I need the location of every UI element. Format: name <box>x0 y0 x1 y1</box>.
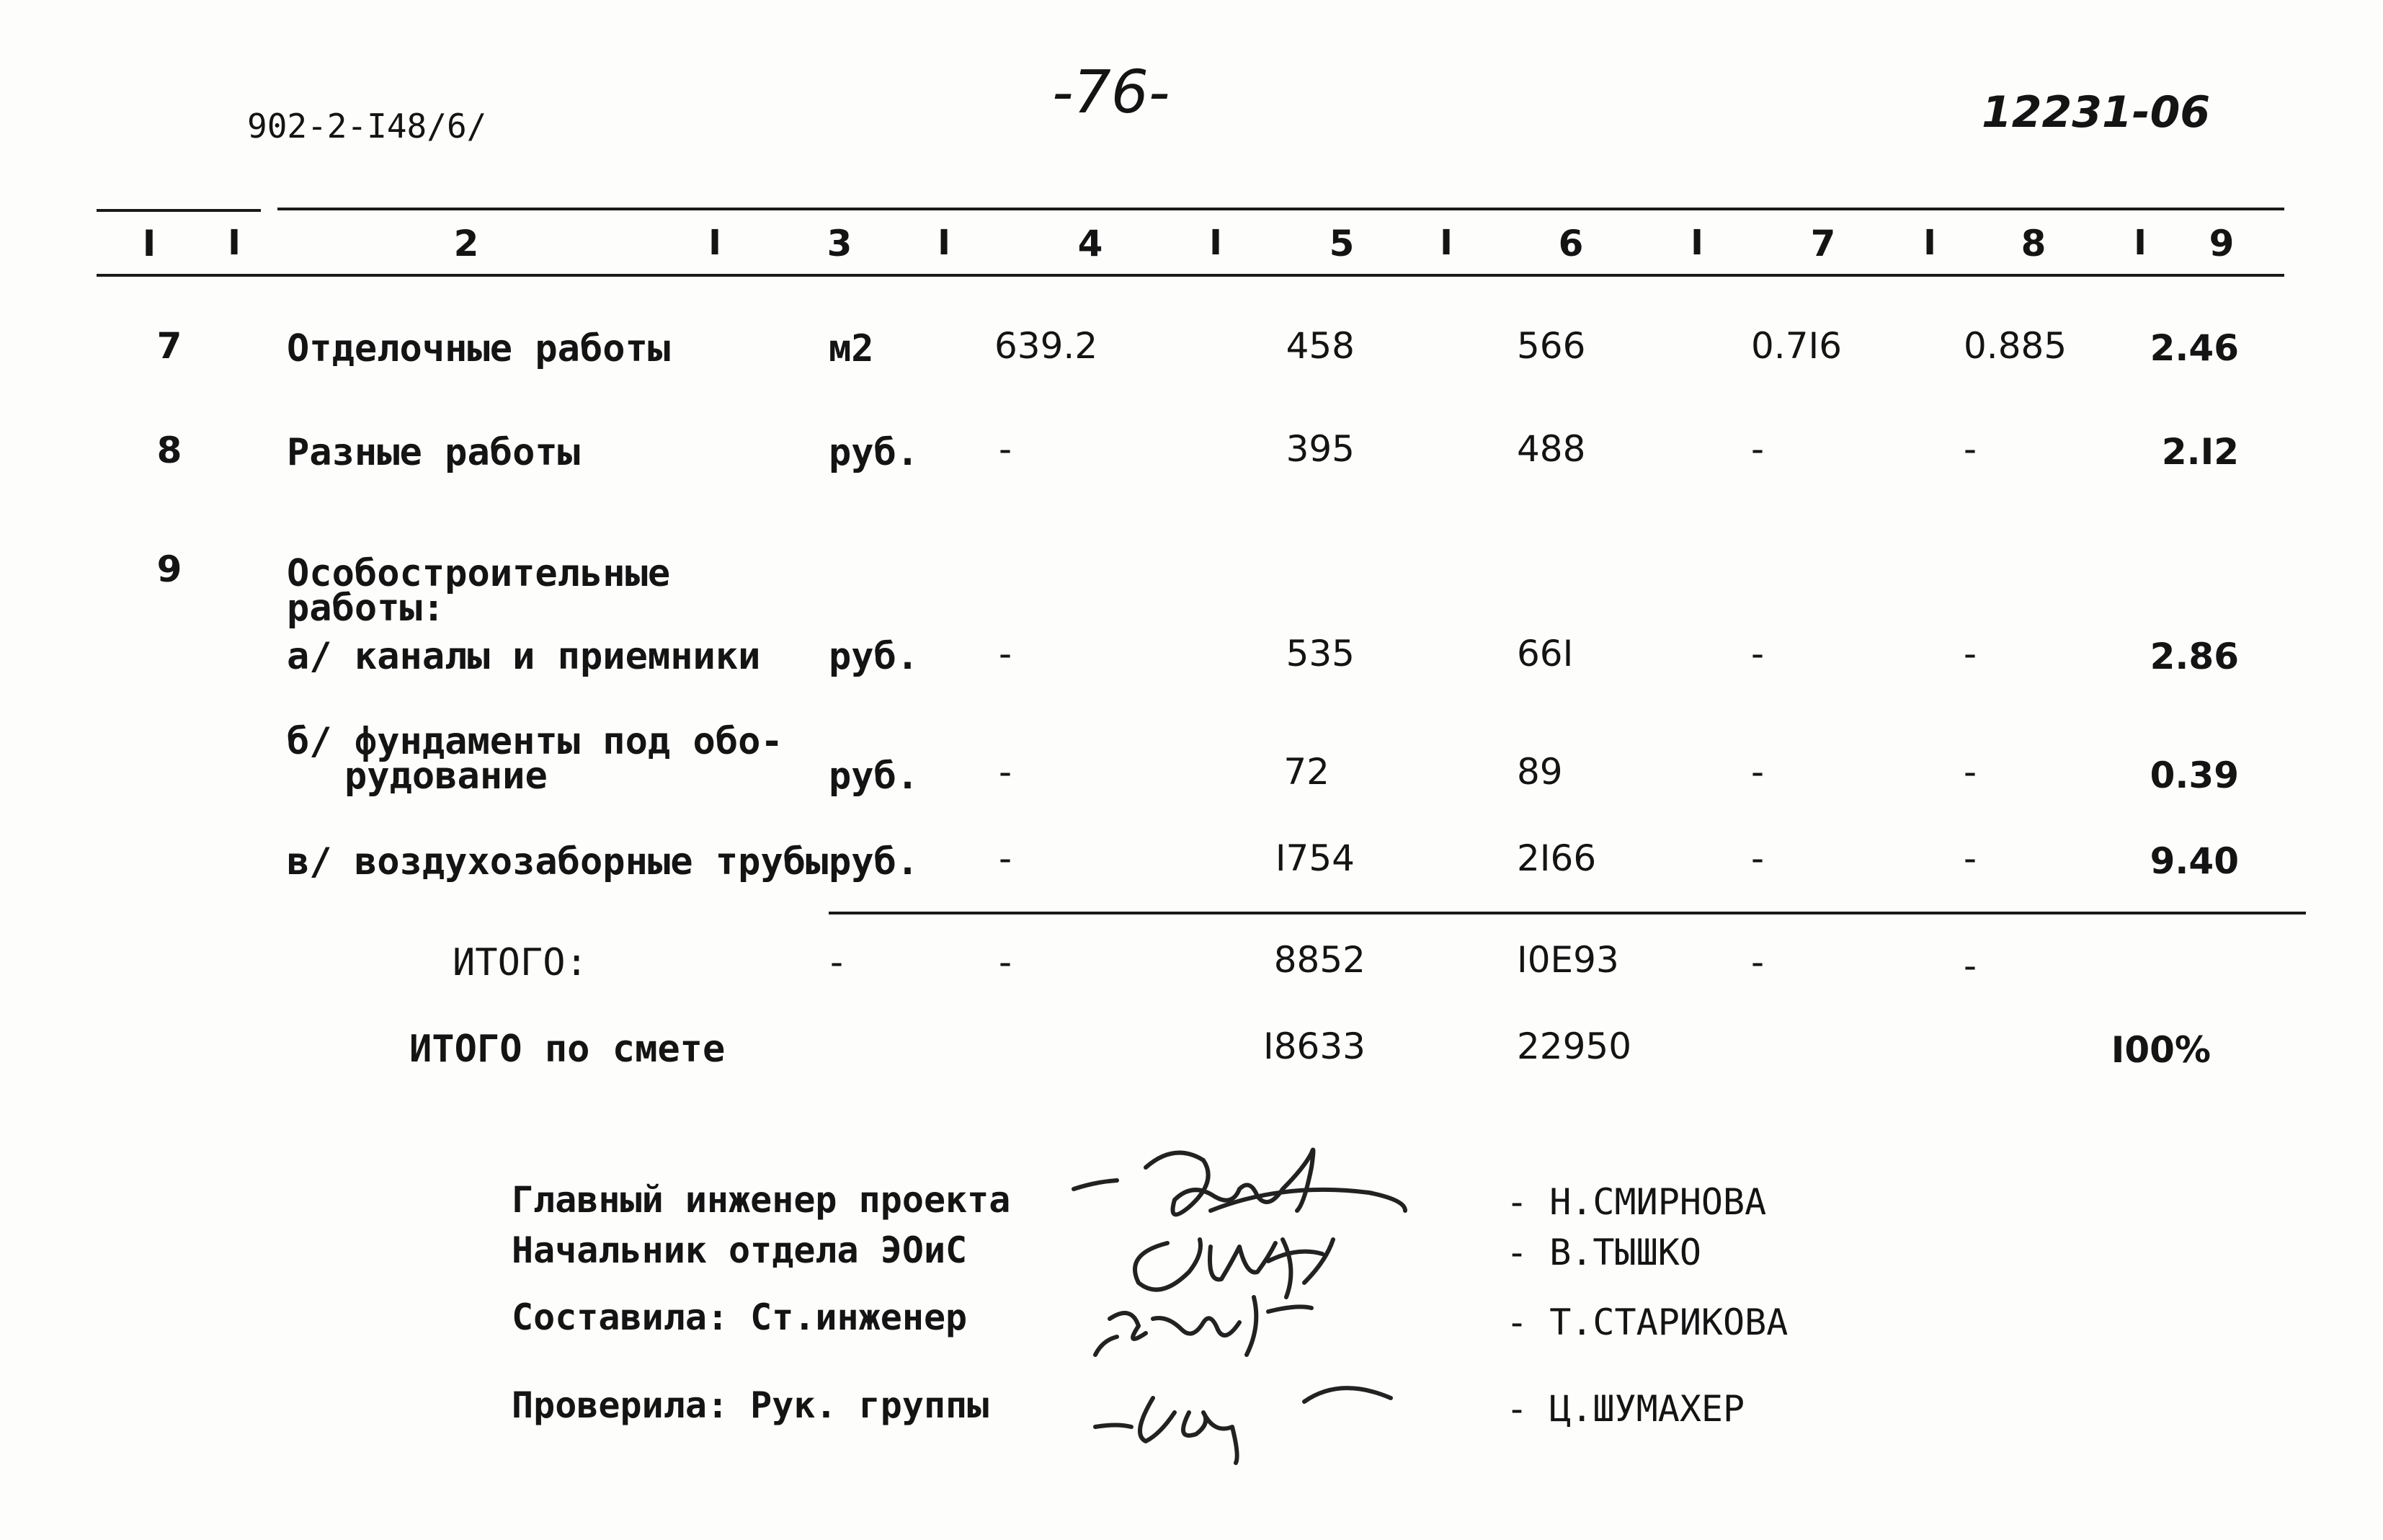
col-separator: I <box>228 223 241 263</box>
row-name: Отделочные работы <box>287 327 671 370</box>
row-col7: 0.7I6 <box>1751 325 1843 367</box>
row-col8: - <box>1964 428 1977 470</box>
row-col4: - <box>999 633 1012 675</box>
col-separator: I <box>1691 223 1703 263</box>
row-col4: 639.2 <box>994 325 1098 367</box>
col-number-2: 2 <box>453 223 479 264</box>
row-col5: 72 <box>1283 751 1329 793</box>
col-number-8: 8 <box>2021 223 2046 264</box>
row-col6: 488 <box>1517 428 1586 470</box>
row-col5: 395 <box>1286 428 1355 470</box>
row-name: Разные работы <box>287 431 580 474</box>
row-col9: 2.46 <box>2150 327 2239 369</box>
row-col7: - <box>1751 633 1765 675</box>
row-unit: руб. <box>829 840 919 884</box>
row-name-line2: рудование <box>344 755 548 798</box>
row-col9: 0.39 <box>2150 755 2239 796</box>
grand-total-col9: I00% <box>2111 1029 2211 1071</box>
row-col8: 0.885 <box>1964 325 2067 367</box>
row-col9: 9.40 <box>2150 840 2239 882</box>
col-separator: I <box>1440 223 1453 263</box>
col-number-6: 6 <box>1558 223 1584 264</box>
row-col6: 2I66 <box>1517 837 1597 879</box>
col-separator: I <box>1923 223 1936 263</box>
row-col6: 89 <box>1517 751 1563 793</box>
row-col7: - <box>1751 837 1765 879</box>
row-col5: I754 <box>1275 837 1355 879</box>
signature-name-smirnova: - Н.СМИРНОВА <box>1506 1181 1767 1223</box>
signature-name-shumakher: - Ц.ШУМАХЕР <box>1506 1388 1745 1430</box>
handwritten-signatures <box>1066 1139 1470 1477</box>
row-name: а/ каналы и приемники <box>287 635 761 678</box>
col-number-3: 3 <box>827 223 852 264</box>
row-name-line1: Особостроительные <box>287 552 671 595</box>
grand-total-col6: 22950 <box>1517 1025 1632 1067</box>
row-unit: руб. <box>829 755 919 798</box>
signature-role-department-head: Начальник отдела ЭОиС <box>512 1229 968 1271</box>
row-col7: - <box>1751 428 1765 470</box>
row-number: 8 <box>156 429 182 471</box>
row-col5: 458 <box>1286 325 1355 367</box>
signature-name-starikova: - Т.СТАРИКОВА <box>1506 1301 1789 1343</box>
total-col7: - <box>1751 941 1765 983</box>
row-col8: - <box>1964 633 1977 675</box>
col-separator: I <box>1209 223 1222 263</box>
row-col4: - <box>999 751 1012 793</box>
col-number-7: 7 <box>1810 223 1836 264</box>
col-number-1: I <box>142 223 156 264</box>
col-separator: I <box>708 223 721 263</box>
grand-total-label: ИТОГО по смете <box>409 1028 726 1071</box>
header-rule-bottom <box>97 274 2284 277</box>
row-col9: 2.86 <box>2150 636 2239 677</box>
document-code: 902-2-I48/6/ <box>247 107 487 146</box>
col-number-4: 4 <box>1077 223 1103 264</box>
row-number: 9 <box>156 548 182 590</box>
row-unit: руб. <box>829 635 919 678</box>
row-col4: - <box>999 837 1012 879</box>
row-unit: руб. <box>829 431 919 474</box>
row-number: 7 <box>156 325 182 367</box>
page-number: -76- <box>1052 58 1170 127</box>
row-name: в/ воздухозаборные трубы <box>287 840 829 884</box>
col-separator: I <box>2134 223 2147 263</box>
row-col8: - <box>1964 751 1977 793</box>
row-col8: - <box>1964 837 1977 879</box>
row-col7: - <box>1751 751 1765 793</box>
signature-name-tyshko: - В.ТЫШКО <box>1506 1232 1701 1273</box>
grand-total-col5: I8633 <box>1263 1025 1366 1067</box>
row-name-line1: б/ фундаменты под обо- <box>287 720 783 763</box>
header-rule-top <box>277 208 2284 210</box>
sheet-code: 12231-06 <box>1982 87 2211 138</box>
subtotal-rule <box>829 912 2306 914</box>
total-col6: I0Е93 <box>1517 939 1619 981</box>
total-unit: - <box>830 941 844 983</box>
total-col5: 8852 <box>1273 939 1366 981</box>
signature-role-compiler: Составила: Ст.инженер <box>512 1296 968 1338</box>
row-col6: 66I <box>1517 633 1574 675</box>
row-col6: 566 <box>1517 325 1586 367</box>
row-unit: м2 <box>829 327 874 370</box>
signature-role-checker: Проверила: Рук. группы <box>512 1384 989 1426</box>
row-col5: 535 <box>1286 633 1355 675</box>
row-col9: 2.I2 <box>2161 431 2239 473</box>
total-col4: - <box>999 941 1012 983</box>
total-label: ИТОГО: <box>453 941 588 984</box>
col-number-9: 9 <box>2209 223 2235 264</box>
row-name-line2: работы: <box>287 587 445 630</box>
col-number-5: 5 <box>1329 223 1355 264</box>
col-separator: I <box>937 223 950 263</box>
total-col8: - <box>1964 945 1977 987</box>
header-rule-top-left <box>97 209 261 212</box>
row-col4: - <box>999 428 1012 470</box>
signature-role-chief-engineer: Главный инженер проекта <box>512 1179 1011 1221</box>
